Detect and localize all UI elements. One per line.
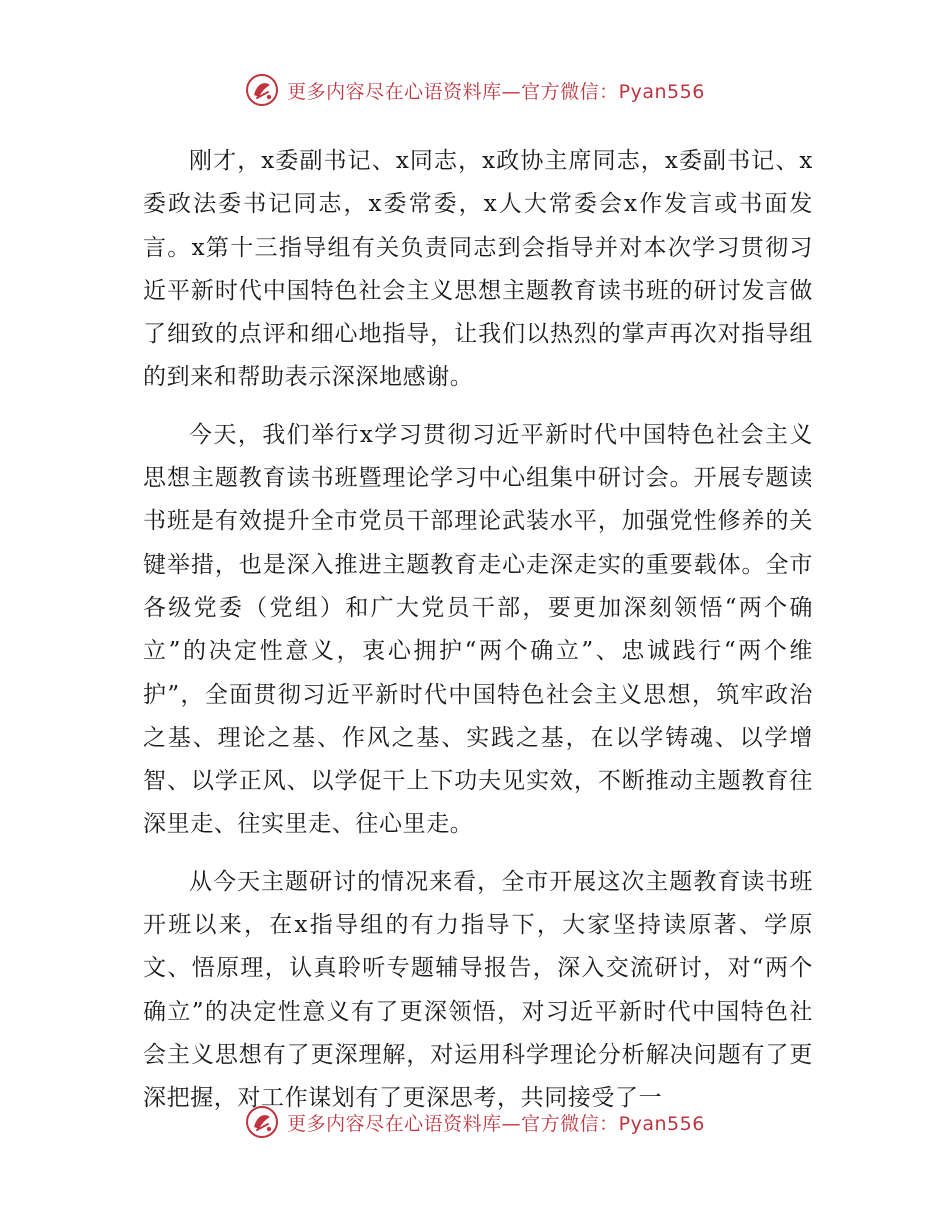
footer-watermark xyxy=(0,1100,950,1144)
paragraph: 从今天主题研讨的情况来看，全市开展这次主题教育读书班开班以来，在x指导组的有力指导下，大家坚持读原著、学原文、悟原理，认真聆听专题辅导报告，深入交流研讨，对“两个确立”的决定性意义有了更深领悟，对习近平新时代中国特色社会主义思想有了更深理解，对运用科学理论分析解决问题有了更深把握，对工作谋划有了更深思考，共同接受了一 xyxy=(143,868,813,1112)
paragraph: 刚才，x委副书记、x同志，x政协主席同志，x委副书记、x委政法委书记同志，x委常委，x人大常委会x作发言或书面发言。x第十三指导组有关负责同志到会指导并对本次学习贯彻习近平新时代中国特色社会主义思想主题教育读书班的研讨发言做了细致的点评和细心地指导，让我们以热烈的掌声再次对指导组的到来和帮助表示深深地感谢。 xyxy=(143,148,813,391)
header-watermark xyxy=(0,68,950,112)
paragraph: 今天，我们举行x学习贯彻习近平新时代中国特色社会主义思想主题教育读书班暨理论学习中心组集中研讨会。开展专题读书班是有效提升全市党员干部理论武装水平，加强党性修养的关键举措，也是深入推进主题教育走心走深走实的重要载体。全市各级党委（党组）和广大党员干部，要更加深刻领悟“两个确立”的决定性意义，衷心拥护“两个确立”、忠诚践行“两个维护”，全面贯彻习近平新时代中国特色社会主义思想，筑牢政治之基、理论之基、作风之基、实践之基，在以学铸魂、以学增智、以学正风、以学促干上下功夫见实效，不断推动主题教育往深里走、往实里走、往心里走。 xyxy=(143,421,813,838)
watermark-text: 更多内容尽在心语资料库—官方微信：Pyan556 xyxy=(287,1112,705,1135)
red-calligraphy-seal-icon xyxy=(245,1105,279,1139)
document-body xyxy=(143,140,813,1135)
watermark-text: 更多内容尽在心语资料库—官方微信：Pyan556 xyxy=(287,80,705,103)
red-calligraphy-seal-icon xyxy=(245,73,279,107)
